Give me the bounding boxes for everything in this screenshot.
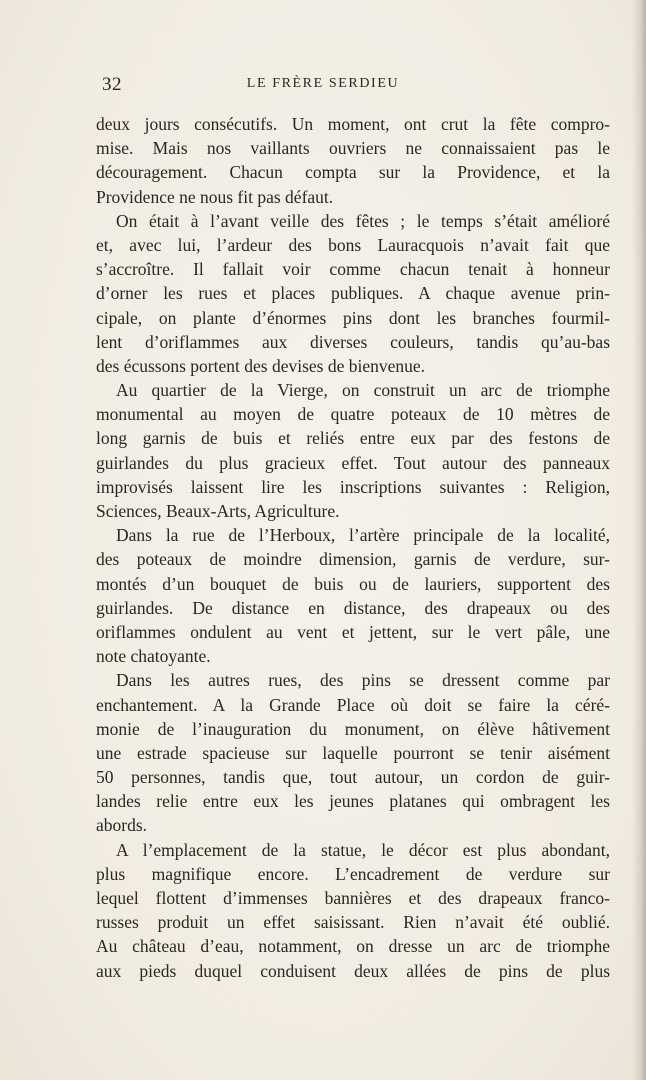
text-line: landes relie entre eux les jeunes platanes qui ombragent les (96, 791, 610, 812)
text-line: long garnis de buis et reliés entre eux par des festons de (96, 428, 610, 449)
text-line: russes produit un effet saisissant. Rien n’avait été oublié. (96, 912, 610, 933)
text-line: note chatoyante. (96, 646, 211, 667)
text-line: A l’emplacement de la statue, le décor est plus abondant, (116, 839, 610, 860)
text-line: Dans la rue de l’Herboux, l’artère principale de la localité, (116, 525, 610, 546)
text-line: aux pieds duquel conduisent deux allées de pins de plus (96, 960, 610, 981)
text-line: mise. Mais nos vaillants ouvriers ne connaissaient pas le (96, 138, 610, 159)
text-line: deux jours consécutifs. Un moment, ont crut la fête compro- (96, 114, 610, 134)
page-header (96, 74, 550, 98)
text-line: Dans les autres rues, des pins se dressent comme par (116, 670, 610, 691)
text-line: une estrade spacieuse sur laquelle pourront se tenir aisément (96, 742, 610, 763)
text-line: lent d’oriflammes aux diverses couleurs, tandis qu’au-bas (96, 331, 610, 352)
text-line: enchantement. A la Grande Place où doit se faire la céré- (96, 694, 610, 715)
text-line: et, avec lui, l’ardeur des bons Lauracquois n’avait fait que (96, 234, 610, 255)
text-line: Sciences, Beaux-Arts, Agriculture. (96, 501, 340, 521)
text-line: s’accroître. Il fallait voir comme chacun tenait à honneur (96, 259, 610, 280)
text-line: monumental au moyen de quatre poteaux de 10 mètres de (96, 404, 610, 425)
text-line: improvisés laissent lire les inscriptions suivantes : Religion, (96, 476, 610, 497)
text-line: Providence ne nous fit pas défaut. (96, 186, 334, 207)
text-line: des écussons portent des devises de bienvenue. (96, 355, 426, 376)
page-number: 32 (102, 74, 122, 95)
text-line: monie de l’inauguration du monument, on élève hâtivement (96, 718, 610, 739)
text-line: On était à l’avant veille des fêtes ; le temps s’était amélioré (116, 210, 610, 231)
text-line: guirlandes du plus gracieux effet. Tout autour des panneaux (96, 452, 610, 473)
text-line: plus magnifique encore. L’encadrement de verdure sur (96, 863, 610, 884)
body-text (96, 112, 610, 983)
text-line: guirlandes. De distance en distance, des drapeaux ou des (96, 597, 610, 618)
text-line: d’orner les rues et places publiques. A chaque avenue prin- (96, 283, 610, 304)
text-line: Au quartier de la Vierge, on construit un arc de triomphe (116, 380, 610, 401)
text-line: 50 personnes, tandis que, tout autour, un cordon de guir- (96, 767, 610, 788)
text-line: cipale, on plante d’énormes pins dont les branches fourmil- (96, 307, 610, 328)
text-line: abords. (96, 815, 148, 836)
text-line: oriflammes ondulent au vent et jettent, sur le vert pâle, une (96, 621, 610, 642)
text-line: des poteaux de moindre dimension, garnis de verdure, sur- (96, 549, 610, 570)
text-line: découragement. Chacun compta sur la Providence, et la (96, 162, 610, 183)
running-title: LE FRÈRE SERDIEU (246, 76, 400, 91)
page-edge-shadow (632, 0, 646, 1080)
text-line: Au château d’eau, notamment, on dresse un arc de triomphe (96, 936, 610, 957)
text-line: lequel flottent d’immenses bannières et des drapeaux franco- (96, 888, 610, 908)
text-line: montés d’un bouquet de buis ou de lauriers, supportent des (96, 573, 610, 594)
